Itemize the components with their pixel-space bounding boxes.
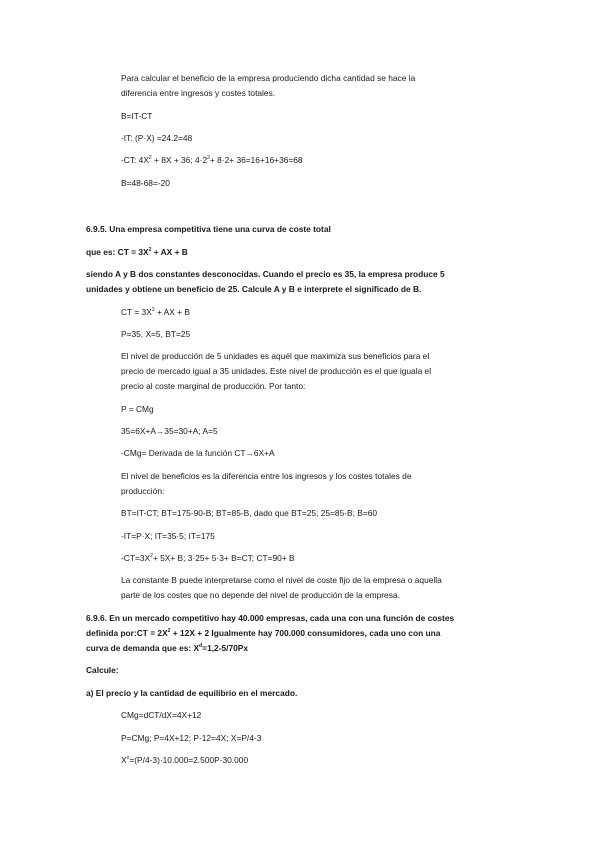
- calcule-label: Calcule:: [86, 665, 119, 675]
- exercise-text: unidades y obtiene un beneficio de 25. Calcule A y B e interprete el significado de B.: [86, 284, 422, 294]
- exercise-title: 6.9.5. Una empresa competitiva tiene una curva de coste total: [86, 224, 331, 234]
- exercise-text: que es: CT = $3X^2$ + AX + B: [86, 247, 188, 257]
- paragraph-line: precio al coste marginal de producción. Por tanto:: [121, 381, 306, 391]
- equation: B=IT-CT: [121, 111, 153, 121]
- paragraph-line: El nivel de producción de 5 unidades es aquél que maximiza sus beneficios para el: [121, 351, 430, 361]
- equation: B=48-68=-20: [121, 178, 170, 188]
- exercise-text: definida por:CT = $2X^2 + 12X + 2$ Igualmente hay 700.000 consumidores, cada uno con una: [86, 628, 441, 638]
- exercise-title: 6.9.6. En un mercado competitivo hay 40.000 empresas, cada una con una función de costes: [86, 613, 455, 623]
- paragraph-line: La constante B puede interpretarse como el nivel de coste fijo de la empresa o aquella: [121, 575, 442, 585]
- exercise-text: siendo A y B dos constantes desconocidas. Cuando el precio es 35, la empresa produce 5: [86, 269, 445, 279]
- equation: BT=IT-CT; BT=175-90-B; BT=85-B, dado que BT=25; 25=85-B; B=60: [121, 508, 378, 518]
- equation: -CT: $4X^2 + 8X + 36$; $4\cdot 2^2+ 8\cdot 2+ 36=16+16+36=68$: [121, 155, 303, 165]
- paragraph-line: producción:: [121, 486, 165, 496]
- question-a: a) El precio y la cantidad de equilibrio en el mercado.: [86, 688, 298, 698]
- paragraph-line: precio de mercado igual a 35 unidades. Este nivel de producción es el que iguala el: [121, 366, 432, 376]
- equation: -CMg= Derivada de la función CT→6X+A: [121, 448, 275, 458]
- exercise-text: curva de demanda que es: $X^d=1,2-5/70Px$: [86, 643, 249, 653]
- paragraph-line: Para calcular el beneficio de la empresa produciendo dicha cantidad se hace la: [121, 73, 416, 83]
- paragraph-line: parte de los costes que no depende del nivel de producción de la empresa.: [121, 590, 400, 600]
- equation: $X^o=(P/4-3)\cdot 10.000=2.500P-30.000$: [121, 755, 249, 765]
- equation: P=35, X=5, BT=25: [121, 329, 191, 339]
- equation: P = CMg: [121, 404, 154, 414]
- equation: CMg=dCT/dX=4X+12: [121, 710, 202, 720]
- paragraph-line: diferencia entre ingresos y costes totales.: [121, 88, 276, 98]
- equation: CT = $3X^2$ + AX + B: [121, 307, 190, 317]
- paragraph-line: El nivel de beneficios es la diferencia entre los ingresos y los costes totales de: [121, 471, 412, 481]
- equation: P=CMg; P=4X+12; P-12=4X; X=P/4-3: [121, 733, 262, 743]
- equation: 35=6X+A→35=30+A; A=5: [121, 426, 218, 436]
- equation: -IT=P·X; IT=35·5; IT=175: [121, 531, 215, 541]
- equation: -IT: (P·X) =24.2=48: [121, 133, 193, 143]
- equation: $-CT=3X^2+ 5X+ B$; 3·25+ 5·3+ B=CT; CT=90+ B: [121, 553, 295, 563]
